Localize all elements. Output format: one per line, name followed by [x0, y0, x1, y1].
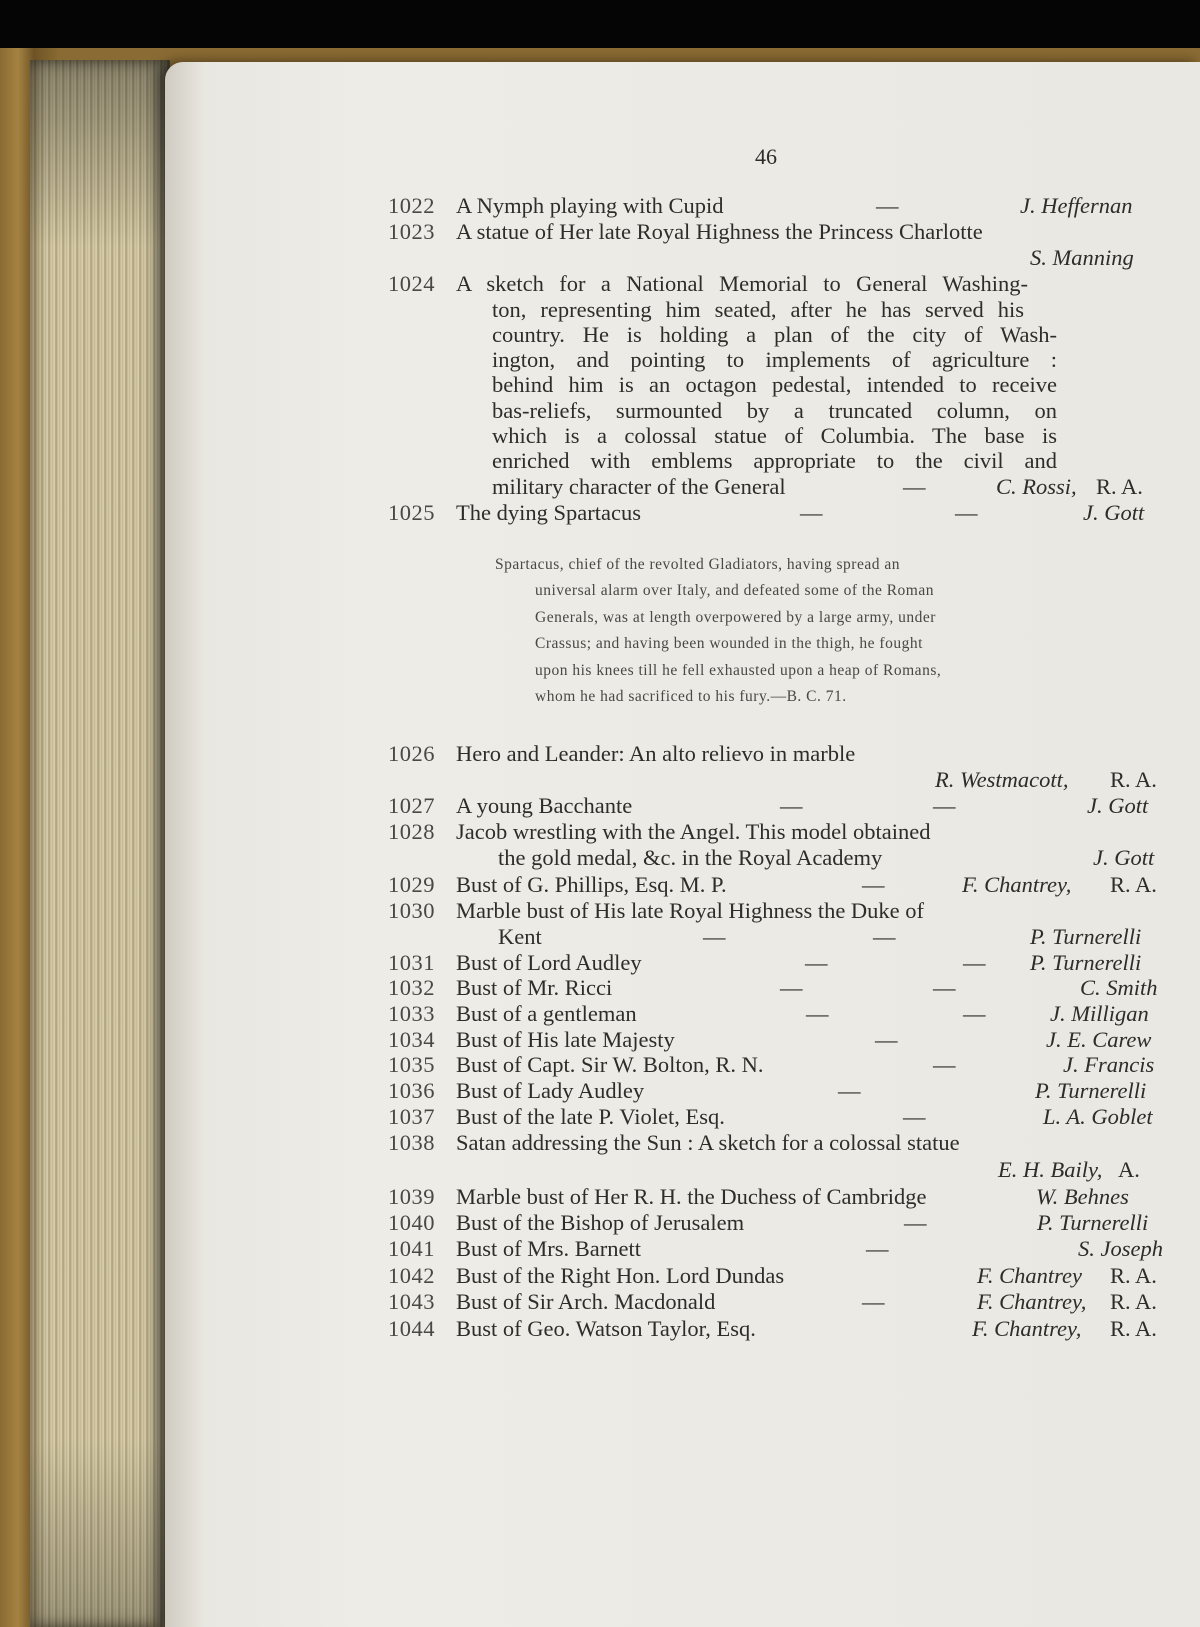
entry-number: 1037	[388, 1104, 435, 1129]
entry-number: 1027	[388, 793, 435, 818]
entry-artist: S. Joseph	[1078, 1236, 1163, 1261]
entry-title: Marble bust of Her R. H. the Duchess of Cambridge	[456, 1184, 927, 1209]
entry-number: 1022	[388, 193, 435, 218]
entry-title: Bust of Sir Arch. Macdonald	[456, 1289, 716, 1314]
entry-note-line: Generals, was at length overpowered by a large army, under	[535, 609, 936, 626]
entry-title: Bust of a gentleman	[456, 1001, 637, 1026]
entry-dash: —	[875, 1027, 898, 1052]
entry-suffix: R. A.	[1110, 1289, 1157, 1314]
entry-number: 1031	[388, 950, 435, 975]
entry-title: Bust of the Bishop of Jerusalem	[456, 1210, 745, 1235]
entry-title: Bust of Mr. Ricci	[456, 975, 613, 1000]
entry-suffix: R. A.	[1110, 1263, 1157, 1288]
entry-artist: J. Francis	[1063, 1052, 1155, 1077]
entry-suffix: R. A.	[1110, 767, 1157, 792]
entry-dash: —	[963, 1001, 986, 1026]
entry-number: 1028	[388, 819, 435, 844]
entry-number: 1042	[388, 1263, 435, 1288]
entry-suffix: A.	[1118, 1157, 1140, 1182]
entry-number: 1044	[388, 1316, 435, 1341]
entry-number: 1024	[388, 271, 435, 296]
entry-number: 1026	[388, 741, 435, 766]
entry-dash: —	[838, 1078, 861, 1103]
entry-number: 1038	[388, 1130, 435, 1155]
entry-artist: J. Milligan	[1050, 1001, 1149, 1026]
entry-artist: F. Chantrey,	[977, 1289, 1087, 1314]
entry-number: 1034	[388, 1027, 435, 1052]
entry-number: 1039	[388, 1184, 435, 1209]
entry-number: 1036	[388, 1078, 435, 1103]
entry-dash: —	[780, 975, 803, 1000]
entry-dash: —	[963, 950, 986, 975]
entry-title: Bust of Lord Audley	[456, 950, 642, 975]
entry-dash: —	[862, 872, 885, 897]
entry-artist: J. Heffernan	[1020, 193, 1133, 218]
entry-dash: —	[955, 500, 978, 525]
entry-note-line: Crassus; and having been wounded in the thigh, he fought	[535, 635, 923, 652]
entry-title: Bust of G. Phillips, Esq. M. P.	[456, 872, 727, 897]
entry-title: A statue of Her late Royal Highness the Princess Charlotte	[456, 219, 983, 244]
entry-dash: —	[873, 924, 896, 949]
entry-artist: W. Behnes	[1036, 1184, 1129, 1209]
entry-suffix: R. A.	[1110, 872, 1157, 897]
entry-dash: —	[876, 193, 899, 218]
entry-note-line: upon his knees till he fell exhausted upon a heap of Romans,	[535, 662, 942, 679]
entry-artist: F. Chantrey,	[972, 1316, 1082, 1341]
entry-artist: F. Chantrey,	[962, 872, 1072, 897]
entry-number: 1032	[388, 975, 435, 1000]
entry-artist: R. Westmacott,	[935, 767, 1069, 792]
entry-dash: —	[703, 924, 726, 949]
entry-title: Bust of the late P. Violet, Esq.	[456, 1104, 725, 1129]
entry-artist: J. Gott	[1083, 500, 1145, 525]
entry-note-line: whom he had sacrificed to his fury.—B. C. 71.	[535, 688, 847, 705]
entry-artist: C. Rossi,	[996, 474, 1077, 499]
entry-number: 1041	[388, 1236, 435, 1261]
entry-dash: —	[805, 950, 828, 975]
entry-suffix: R. A.	[1110, 1316, 1157, 1341]
entry-artist: E. H. Baily,	[998, 1157, 1103, 1182]
entry-dash: —	[904, 1210, 927, 1235]
entry-number: 1029	[388, 872, 435, 897]
entry-number: 1030	[388, 898, 435, 923]
entry-dash: —	[780, 793, 803, 818]
entry-dash: —	[800, 500, 823, 525]
entry-artist: C. Smith	[1080, 975, 1158, 1000]
entry-dash: —	[806, 1001, 829, 1026]
entry-dash: —	[862, 1289, 885, 1314]
page-number: 46	[755, 144, 777, 169]
entry-artist: J. Gott	[1093, 845, 1155, 870]
entry-dash: —	[933, 1052, 956, 1077]
entry-dash: —	[933, 975, 956, 1000]
entry-artist: J. E. Carew	[1046, 1027, 1152, 1052]
entry-artist: P. Turnerelli	[1037, 1210, 1149, 1235]
entry-title: Hero and Leander: An alto relievo in marble	[456, 741, 856, 766]
entry-title: Bust of Capt. Sir W. Bolton, R. N.	[456, 1052, 764, 1077]
entry-title: The dying Spartacus	[456, 500, 641, 525]
entry-suffix: R. A.	[1096, 474, 1143, 499]
entry-number: 1035	[388, 1052, 435, 1077]
entry-dash: —	[903, 1104, 926, 1129]
entry-title: Marble bust of His late Royal Highness the Duke of	[456, 898, 925, 923]
entry-number: 1043	[388, 1289, 435, 1314]
entry-number: 1033	[388, 1001, 435, 1026]
entry-artist: P. Turnerelli	[1030, 924, 1142, 949]
entry-artist: P. Turnerelli	[1030, 950, 1142, 975]
entry-artist: F. Chantrey	[977, 1263, 1082, 1288]
entry-artist: L. A. Goblet	[1043, 1104, 1153, 1129]
entry-number: 1025	[388, 500, 435, 525]
entry-artist: J. Gott	[1087, 793, 1149, 818]
page-fore-edge	[30, 60, 170, 1627]
entry-title: A Nymph playing with Cupid	[456, 193, 724, 218]
entry-title: A sketch for a National Memorial to General Washing-	[456, 271, 1028, 296]
entry-number: 1040	[388, 1210, 435, 1235]
entry-number: 1023	[388, 219, 435, 244]
entry-dash: —	[903, 474, 926, 499]
entry-title: Satan addressing the Sun : A sketch for a colossal statue	[456, 1130, 960, 1155]
entry-title: Bust of Mrs. Barnett	[456, 1236, 641, 1261]
entry-artist: S. Manning	[1030, 245, 1134, 270]
entry-dash: —	[866, 1236, 889, 1261]
entry-note-line: Spartacus, chief of the revolted Gladiators, having spread an	[495, 556, 900, 573]
entry-title: Bust of His late Majesty	[456, 1027, 675, 1052]
entry-title: Bust of the Right Hon. Lord Dundas	[456, 1263, 785, 1288]
entry-artist: P. Turnerelli	[1035, 1078, 1147, 1103]
entry-title: Bust of Lady Audley	[456, 1078, 645, 1103]
entry-title: Bust of Geo. Watson Taylor, Esq.	[456, 1316, 756, 1341]
entry-title: A young Bacchante	[456, 793, 633, 818]
entry-dash: —	[933, 793, 956, 818]
entry-title: Jacob wrestling with the Angel. This model obtained	[456, 819, 931, 844]
entry-note-line: universal alarm over Italy, and defeated some of the Roman	[535, 582, 934, 599]
